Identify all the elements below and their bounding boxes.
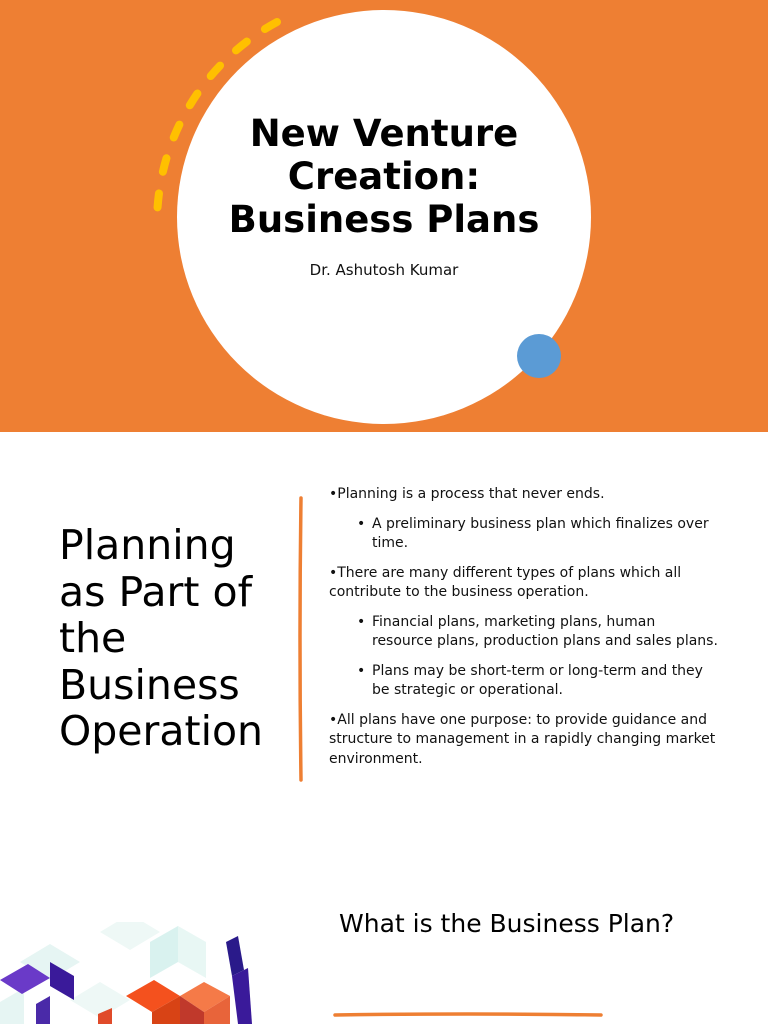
heading-line: the (59, 614, 127, 662)
sub-bullet-text: Financial plans, marketing plans, human resource plans, production plans and sales plans. (372, 613, 718, 649)
bullet-list (329, 485, 719, 779)
heading-line: Business (59, 660, 240, 709)
title-underline (333, 1012, 603, 1018)
presentation-title (0, 112, 768, 241)
sub-bullet-text: Plans may be short-term or long-term and they be strategic or operational. (372, 662, 703, 698)
bullet-item: •Planning is a process that never ends. (329, 486, 605, 502)
title-line: New Venture (249, 112, 519, 155)
title-line: Creation: (287, 155, 481, 198)
sub-bullet-text: A preliminary business plan which finalizes over time. (372, 515, 709, 551)
bullet-marker: • (357, 515, 366, 532)
title-slide (0, 0, 768, 432)
title-line: Business Plans (228, 198, 540, 241)
sub-bullet-item (357, 662, 719, 701)
business-plan-slide (0, 864, 768, 1024)
planning-slide (0, 432, 768, 864)
vertical-divider (297, 496, 305, 782)
bullet-item: •All plans have one purpose: to provide guidance and structure to management in a rapidly changing market environment. (329, 711, 716, 767)
planning-heading (59, 522, 289, 755)
bullet-marker: • (357, 613, 366, 630)
sub-bullet-item (357, 515, 719, 554)
heading-line: Planning (59, 521, 236, 569)
heading-line: as Part of (59, 567, 253, 616)
bullet-marker: • (357, 662, 366, 679)
bullet-item: •There are many different types of plans which all contribute to the business operation. (329, 564, 682, 600)
business-plan-title: What is the Business Plan? (339, 909, 675, 938)
sub-bullet-item (357, 613, 719, 652)
blue-dot-decoration (517, 334, 561, 378)
geometric-cubes-decoration (0, 922, 260, 1024)
heading-line: Operation (59, 707, 264, 755)
author-name: Dr. Ashutosh Kumar (309, 261, 459, 279)
